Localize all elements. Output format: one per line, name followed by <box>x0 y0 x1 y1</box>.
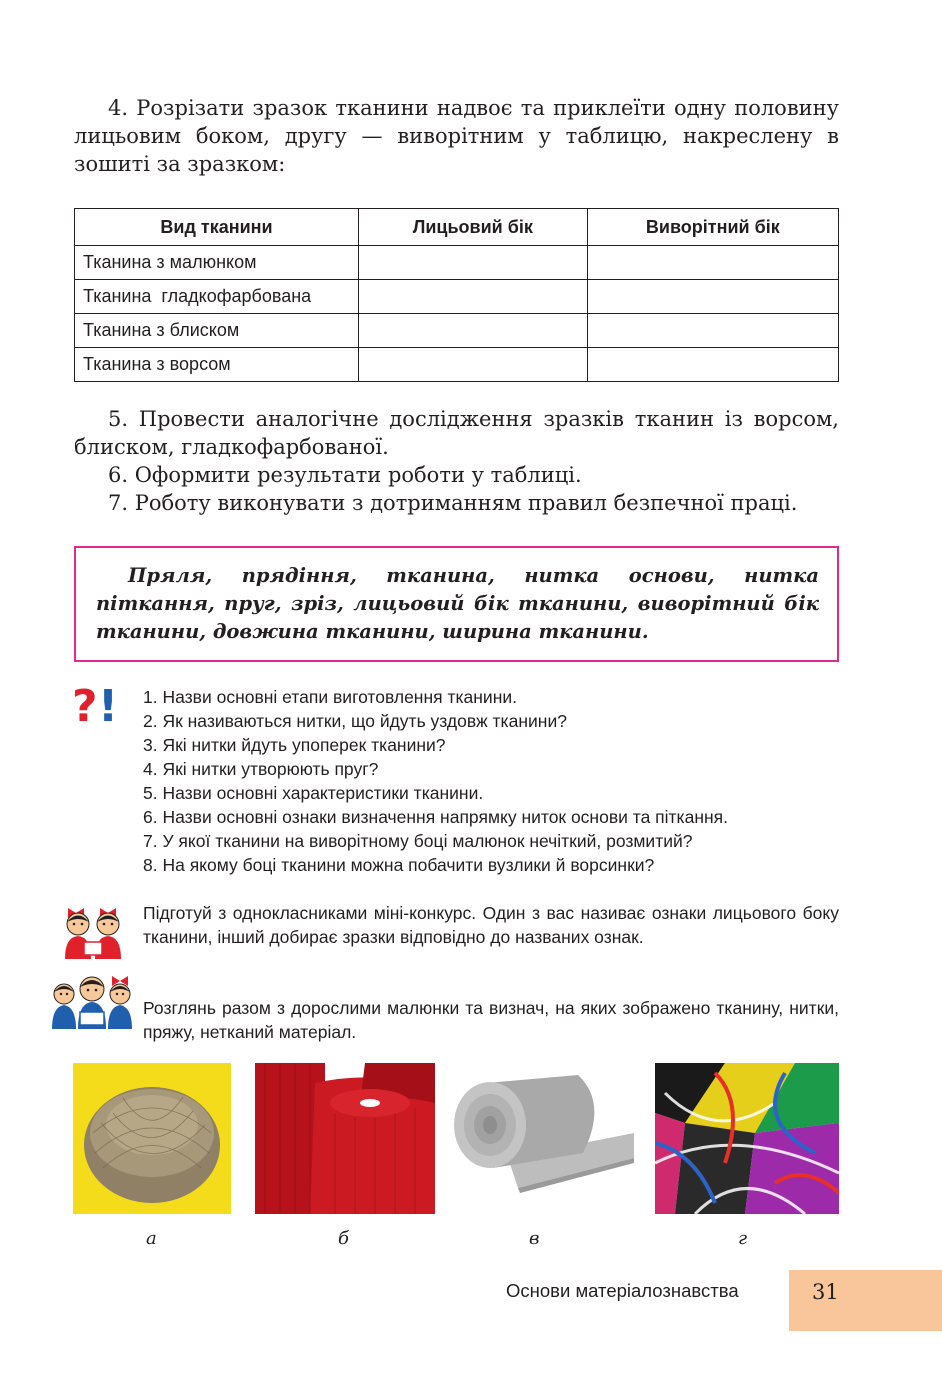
red-spools-image <box>255 1063 435 1214</box>
yarn-ball-image <box>73 1063 231 1214</box>
key-terms-text: Пряля, прядіння, тканина, нитка основи, нитка піткання, пруг, зріз, лицьовий бік тканини, виворітний бік тканини, довжина тканини, ширина тканини. <box>96 564 819 643</box>
step-7-text: 7. Роботу виконувати з дотриманням правил безпечної праці. <box>108 491 798 515</box>
table-cell-empty <box>359 280 588 314</box>
table-row <box>75 280 839 314</box>
svg-text:?: ? <box>72 683 98 727</box>
svg-text:!: ! <box>98 683 119 727</box>
image-caption-b: б <box>338 1228 349 1249</box>
table-cell-empty <box>359 314 588 348</box>
question-item: 6. Назви основні ознаки визначення напрямку ниток основи та піткання. <box>143 807 728 827</box>
question-item: 2. Як називаються нитки, що йдуть уздовж тканини? <box>143 711 567 731</box>
two-kids-icon <box>62 904 124 960</box>
table-header: Лицьовий бік <box>359 209 588 246</box>
step-6-text: 6. Оформити результати роботи у таблиці. <box>108 463 582 487</box>
question-exclamation-icon <box>72 683 122 727</box>
questions-list <box>143 685 728 877</box>
image-caption-a: а <box>146 1228 157 1249</box>
three-kids-icon <box>50 974 134 1030</box>
activity-1-text: Підготуй з однокласниками міні-конкурс. Один з вас називає ознаки лицьового боку тканини, інший добирає зразки відповідно до названих ознак. <box>143 903 839 947</box>
table-header: Вид тканини <box>75 209 359 246</box>
step-4-paragraph <box>74 94 839 178</box>
table-cell-empty <box>587 246 838 280</box>
table-row <box>75 314 839 348</box>
table-cell-empty <box>587 314 838 348</box>
table-cell: Тканина гладкофарбована <box>75 280 359 314</box>
key-terms-box <box>74 546 839 662</box>
page-number: 31 <box>812 1280 839 1304</box>
activity-2-text: Розглянь разом з дорослими малюнки та визнач, на яких зображено тканину, нитки, пряжу, нетканий матеріал. <box>143 998 839 1042</box>
table-header-row <box>75 209 839 246</box>
image-caption-v: в <box>529 1228 540 1249</box>
step-5-text: 5. Провести аналогічне дослідження зразків тканин із ворсом, блиском, гладкофарбованої. <box>74 407 839 459</box>
table-row <box>75 246 839 280</box>
colorful-fabric-image <box>655 1063 839 1214</box>
table-cell: Тканина з малюнком <box>75 246 359 280</box>
table-row <box>75 348 839 382</box>
table-cell-empty <box>359 246 588 280</box>
step-4-text: 4. Розрізати зразок тканини надвоє та приклеїти одну половину лицьовим боком, другу — виворітним у таблицю, накреслену в зошиті за зразком: <box>74 96 839 176</box>
table-cell-empty <box>587 348 838 382</box>
question-item: 1. Назви основні етапи виготовлення тканини. <box>143 687 518 707</box>
table-header: Виворітний бік <box>587 209 838 246</box>
table-cell-empty <box>359 348 588 382</box>
image-caption-g: г <box>738 1228 748 1249</box>
question-item: 7. У якої тканини на виворітному боці малюнок нечіткий, розмитий? <box>143 831 693 851</box>
footer-section-title: Основи матеріалознавства <box>506 1280 739 1301</box>
question-item: 4. Які нитки утворюють пруг? <box>143 759 379 779</box>
question-item: 8. На якому боці тканини можна побачити вузлики й ворсинки? <box>143 855 655 875</box>
table-cell: Тканина з ворсом <box>75 348 359 382</box>
steps-block <box>74 405 839 517</box>
table-cell-empty <box>587 280 838 314</box>
question-item: 5. Назви основні характеристики тканини. <box>143 783 484 803</box>
fabric-table <box>74 208 839 382</box>
nonwoven-roll-image <box>448 1063 638 1214</box>
table-cell: Тканина з блиском <box>75 314 359 348</box>
question-item: 3. Які нитки йдуть упоперек тканини? <box>143 735 446 755</box>
